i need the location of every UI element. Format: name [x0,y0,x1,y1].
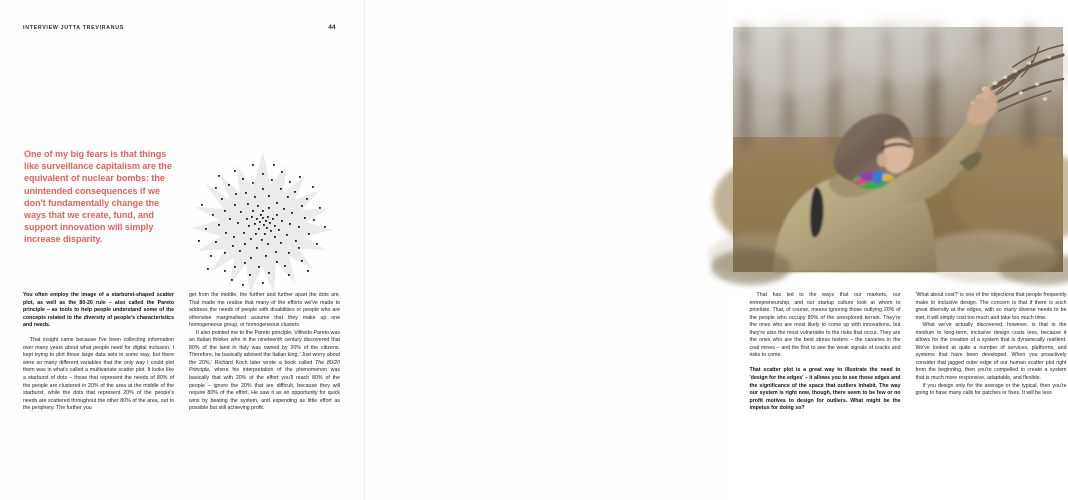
left-column-2 [189,292,340,413]
page-number: 44 [328,24,336,31]
left-page [0,0,364,500]
jutta-treviranus-portrait [733,27,1063,272]
book-title: The 80/20 Principle [189,359,340,374]
interview-answer: That insight came because I've been collecting information over many years about what people need for digital inclusion. I kept trying to plot those large data sets in some way, but there were so many different variables that the only way I could plot them was in what's called a multivariate scatter plot. It looks like a starburst of dots – those that represent the needs of 80% of the people are clustered in 20% of the area at the middle of the starburst, while the dots that represent 20% of the people's needs are scattered throughout the other 80% of the area, out to the periphery. The further you [23,337,174,412]
right-page-columns [750,292,1068,413]
interview-answer-average: If you design only for the average or the typical, then you're going to have many calls for patches or fixes. It will be less [915,382,1067,397]
right-column-1 [750,292,901,413]
interview-answer-continued: get from the middle, the further and further apart the dots are. That made me realise that many of the efforts we've made to address the needs of people with disabilities or people who are otherwise marginalised assume that they make up one homogeneous group, or homogeneous clusters. [189,292,340,329]
interview-answer-markets: That has led to the ways that our markets, our entrepreneurship, and our startup culture look at whom to prioritise. That, of course, means ignoring those outlying 20% of the people who occupy 80% of the unexplored terrain. They're the ones who are most likely to come up with innovations, but they're also the most vulnerable to the risks that occur. They are the ones who are the best stress testers – the canaries in the coal mines – and the first to see the weak signals of cracks and risks to come. [749,292,901,359]
right-page [364,0,1067,500]
portrait-svg [733,27,1063,272]
answer-text-part-1: It also pointed me to the Pareto principle: Vilfredo Pareto was an Italian thinker who in the nineteenth century discovered that 80% of the land in Italy was owned by 20% of the citizens. Therefore, he basically advised the Italian king, 'Just worry about the 20%.' Richard Koch later wrote a book called [189,329,340,366]
starburst-scatter-plot [188,148,338,298]
interview-question: You often employ the image of a starburst-shaped scatter plot, as well as the 80-20 rule – also called the Pareto principle – as tools to help people understand some of the concepts related to the diversity of people's characteristics and needs. [23,292,174,329]
interview-answer-pareto [189,330,340,413]
interview-question-edges: That scatter plot is a great way to illustrate the need to 'design for the edges' – it allows you to see those edges and the significance of the space that outliers inhabit. The way our system is right now, though, there seem to be few or no profit motives to design for outliers. What might be the impetus for doing so? [749,367,901,412]
right-column-2 [916,292,1067,413]
interview-answer-resilient: What we've actually discovered, however, is that in the medium to long-term, inclusive design costs less, because it allows for the creation of a system that is dynamically resilient. We've looked at quite a number of services, platforms, and systems that have been developed. When you proactively consider that jagged outer edge of our human scatter plot right from the beginning, then you're compelled to create a system that is much more responsive, adaptable, and flexible. [915,322,1067,382]
answer-text-part-2: , where his interpretation of the phenomenon was basically that with 20% of the effort you'll reach 80% of the people – ignore the 20% that are difficult, because they will require 80% of the effort. He saw it as an opportunity for quick wins by beating the system, and expending as little effort as possible but still achieving profit. [189,367,340,412]
starburst-svg [188,148,338,298]
left-page-columns [23,292,341,413]
pull-quote: One of my big fears is that things like surveillance capitalism are the equivalent of nuclear bombs: the unintended consequences if we don't fundamentally change the ways that we create, fund, and support innovation will simply increase disparity. [24,149,172,245]
interview-answer-cost: 'What about cost?' is one of the objections that people frequently make to inclusive design. The concern is that if there is such great diversity at the edges, with so many diverse needs to be met, it will simply cost too much and take too much time. [915,292,1067,321]
running-head: INTERVIEW JUTTA TREVIRANUS [23,25,124,31]
left-column-1 [23,292,174,413]
ear [877,153,887,167]
